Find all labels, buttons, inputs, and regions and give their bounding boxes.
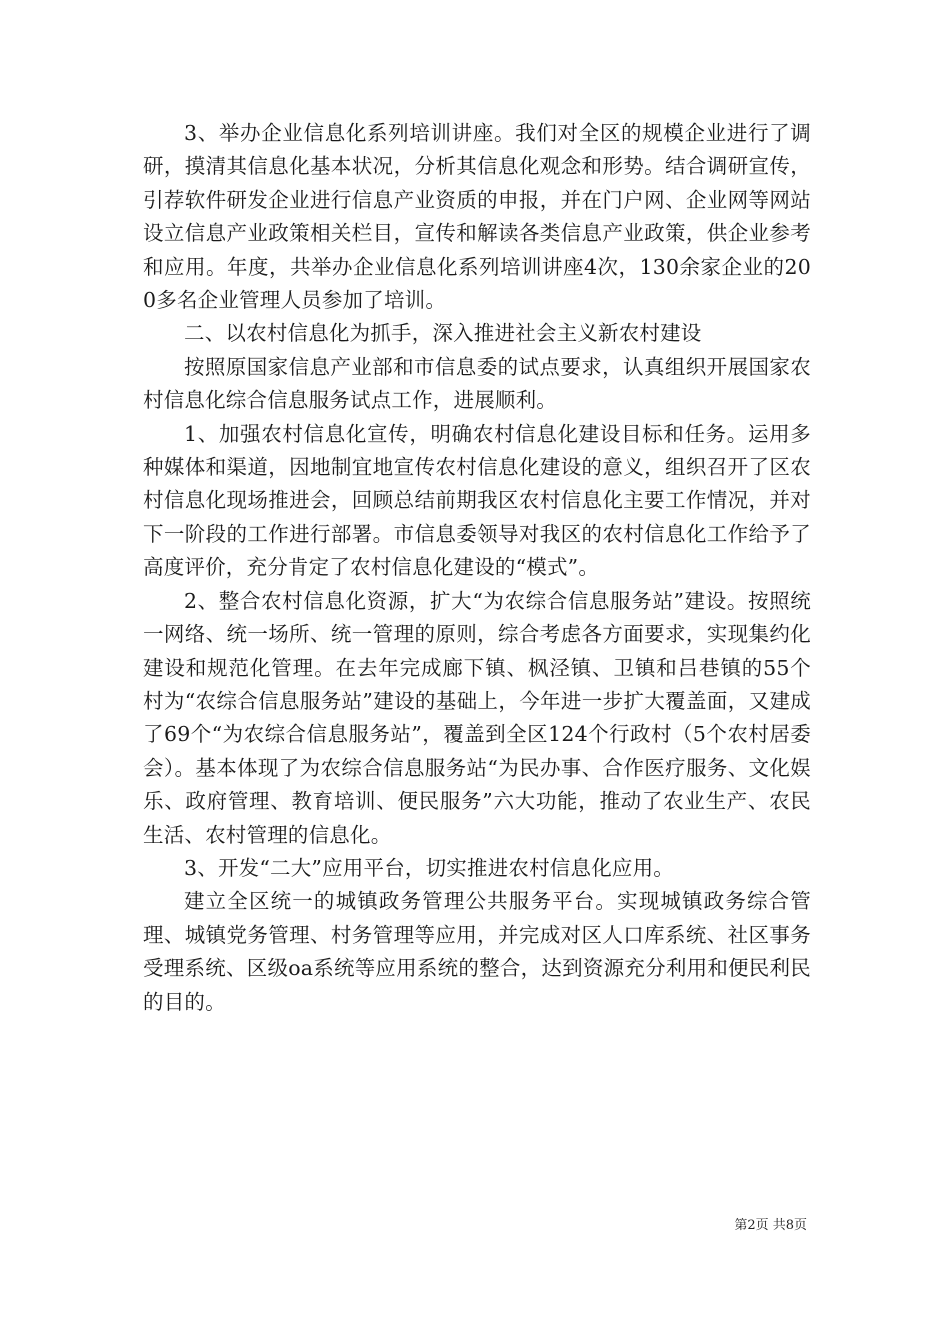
paragraph-service-stations: 2、整合农村信息化资源，扩大“为农综合信息服务站”建设。按照统一网络、统一场所、统一管理的原则，综合考虑各方面要求，实现集约化建设和规范化管理。在去年完成廊下镇、枫泾镇、卫镇和吕巷镇的55个村为“农综合信息服务站”建设的基础上，今年进一步扩大覆盖面，又建成了69个“为农综合信息服务站”，覆盖到全区124个行政村（5个农村居委会）。基本体现了为农综合信息服务站“为民办事、合作医疗服务、文化娱乐、政府管理、教育培训、便民服务”六大功能，推动了农业生产、农民生活、农村管理的信息化。 bbox=[143, 588, 811, 847]
paragraph-platform-development: 3、开发“二大”应用平台，切实推进农村信息化应用。 bbox=[184, 855, 675, 880]
paragraph-unified-platform: 建立全区统一的城镇政务管理公共服务平台。实现城镇政务综合管理、城镇党务管理、村务管理等应用，并完成对区人口库系统、社区事务受理系统、区级oa系统等应用系统的整合，达到资源充分利用和便民利民的目的。 bbox=[143, 889, 811, 1014]
paragraph-pilot-requirements: 按照原国家信息产业部和市信息委的试点要求，认真组织开展国家农村信息化综合信息服务试点工作，进展顺利。 bbox=[143, 354, 811, 413]
page-number-footer: 第2页 共8页 bbox=[734, 1218, 807, 1233]
paragraph-rural-publicity: 1、加强农村信息化宣传，明确农村信息化建设目标和任务。运用多种媒体和渠道，因地制宜地宣传农村信息化建设的意义，组织召开了区农村信息化现场推进会，回顾总结前期我区农村信息化主要工作情况，并对下一阶段的工作进行部署。市信息委领导对我区的农村信息化工作给予了高度评价，充分肯定了农村信息化建设的“模式”。 bbox=[143, 421, 811, 580]
document-body bbox=[143, 117, 811, 1019]
section-heading-rural-informatization: 二、以农村信息化为抓手，深入推进社会主义新农村建设 bbox=[184, 321, 702, 346]
paragraph-enterprise-training: 3、举办企业信息化系列培训讲座。我们对全区的规模企业进行了调研，摸清其信息化基本状况，分析其信息化观念和形势。结合调研宣传，引荐软件研发企业进行信息产业资质的申报，并在门户网、企业网等网站设立信息产业政策相关栏目，宣传和解读各类信息产业政策，供企业参考和应用。年度，共举办企业信息化系列培训讲座4次，130余家企业的200多名企业管理人员参加了培训。 bbox=[143, 121, 811, 313]
